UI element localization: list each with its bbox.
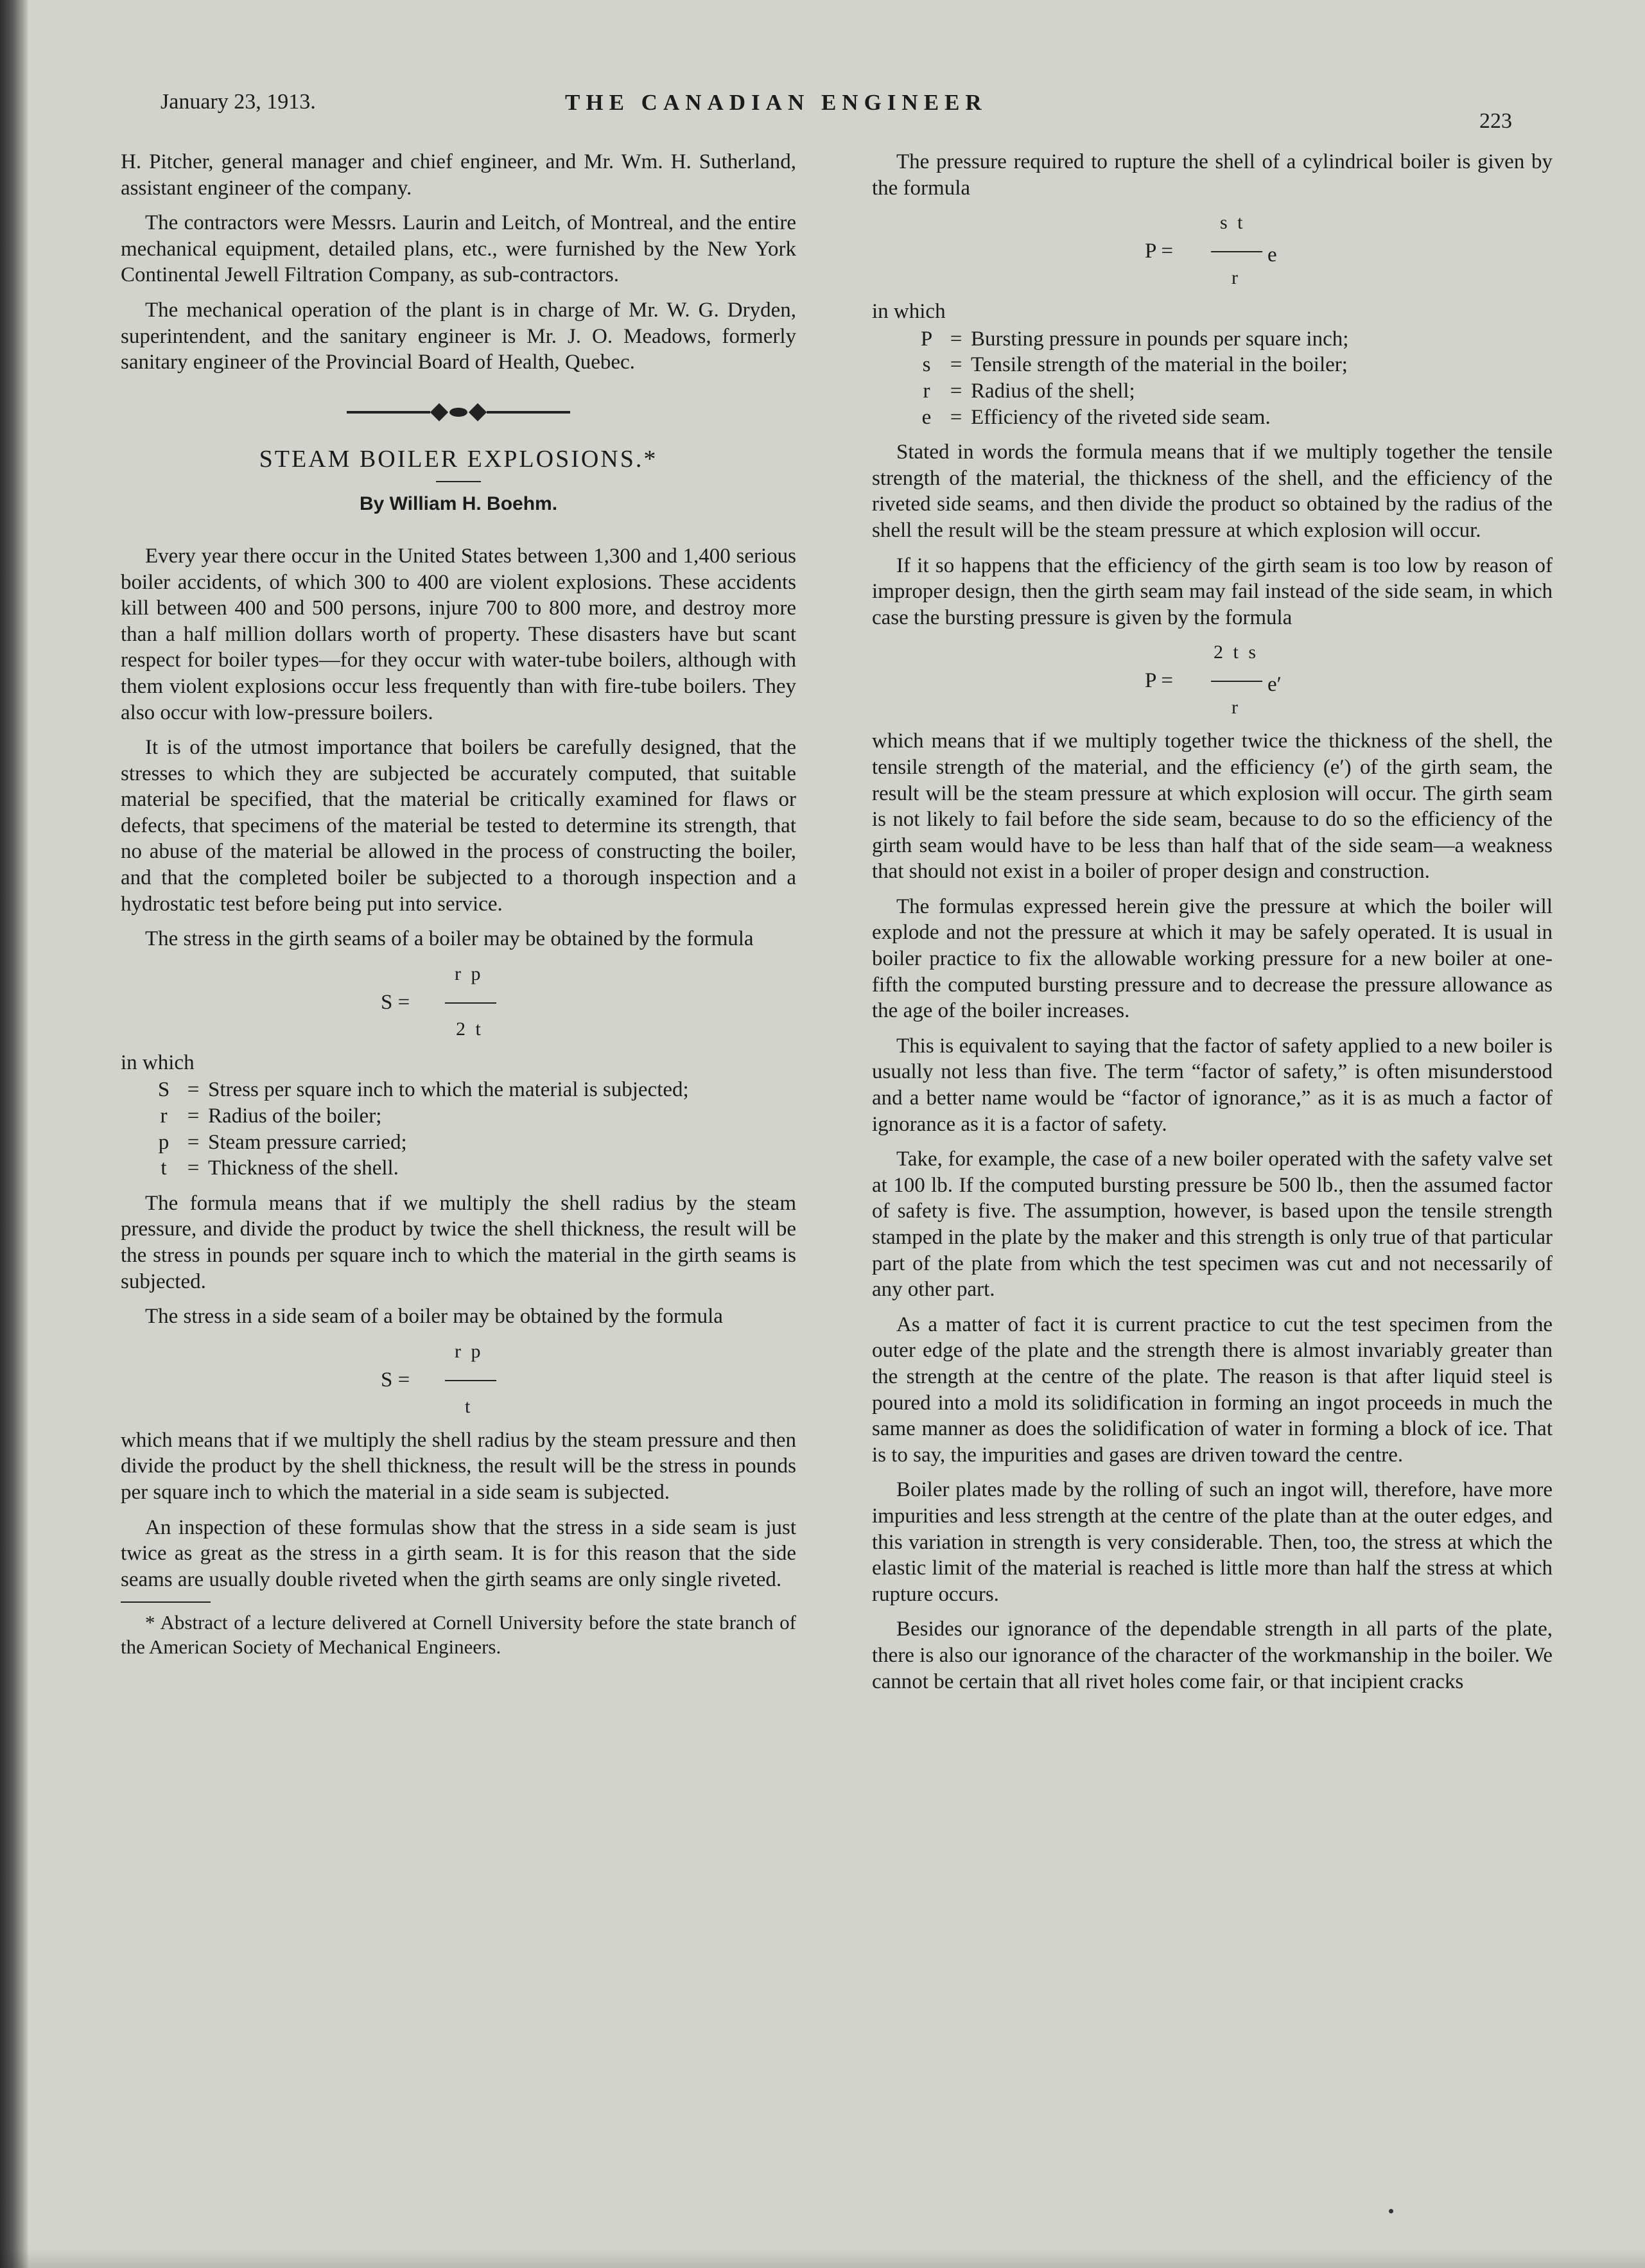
title-rule [436,481,481,482]
body-paragraph: The stress in the girth seams of a boiler may be obtained by the formula [145,927,754,951]
def-equals: = [950,353,962,377]
formula-lhs: P = [1145,240,1173,263]
bursting-pressure-formula [872,210,1553,292]
body-paragraph: Boiler plates made by the rolling of such an ingot will, therefore, have more impurities and less strength at the centre of the plate than at the outer edges, and this variation in strength is very considerable. Then, too, the stress at which the elastic limit of the material is reached is little more than half the stress at which rupture occurs. [872,1478,1553,1606]
formula-lhs: S = [381,1368,410,1391]
def-symbol: p [158,1130,170,1154]
body-paragraph: If it so happens that the efficiency of the girth seam is too low by reason of improper design, then the girth seam may fail instead of the side seam, in which case the bursting pressure is given by the formula [872,554,1553,629]
definition-row [912,405,1553,431]
page-header [161,90,1512,133]
def-equals: = [187,1104,200,1128]
formula-fraction-bar [445,1380,496,1381]
def-equals: = [950,379,962,403]
issue-date: January 23, 1913. [161,90,316,114]
formula-numerator: s t [1220,212,1246,234]
def-symbol: s [922,353,931,377]
formula-efficiency-factor: e [1267,243,1277,267]
def-symbol: r [923,379,930,403]
publication-title: THE CANADIAN ENGINEER [565,90,988,115]
formula-denominator: 2 t [456,1018,483,1040]
page-binding-shadow [0,0,28,2268]
body-paragraph: It is of the utmost importance that boilers be carefully designed, that the stresses to which they are subjected be accurately computed, that suitable material be specified, that the material be critically examined for flaws or defects, that specimens of the material be tested to determine its strength, that no abuse of the material be allowed in the process of constructing the boiler, and that the completed boiler be subjected to a thorough inspection and a hydrostatic test before being put into service. [121,736,796,916]
formula-denominator: t [465,1395,473,1417]
def-symbol: S [157,1078,170,1102]
def-text: Thickness of the shell. [208,1156,399,1180]
body-paragraph: The stress in a side seam of a boiler may be obtained by the formula [145,1305,723,1329]
definition-row [912,378,1553,405]
def-equals: = [187,1078,200,1102]
formula-fraction-bar [1211,681,1262,682]
body-paragraph: which means that if we multiply the shell radius by the steam pressure and then divide the product by the shell thickness, the result will be the stress in pounds per square inch to which the material in a side seam is subjected. [121,1428,796,1504]
body-paragraph: The pressure required to rupture the shell of a cylindrical boiler is given by the formula [872,150,1553,200]
def-equals: = [187,1130,200,1154]
section-divider-ornament [121,390,796,435]
body-paragraph: Besides our ignorance of the dependable strength in all parts of the plate, there is also our ignorance of the character of the workmanship in the boiler. We cannot be certain that all rivet holes come fair, or that incipient cracks [872,1618,1553,1693]
def-text: Bursting pressure in pounds per square inch; [971,327,1349,351]
in-which-label: in which [121,1051,195,1074]
formula-denominator: r [1232,697,1240,719]
page-bottom-shadow [0,2249,1645,2268]
formula-lhs: P = [1145,669,1173,693]
body-paragraph: An inspection of these formulas show that the stress in a side seam is just twice as great as the stress in a girth seam. It is for this reason that the side seams are usually double riveted when the girth seams are only single riveted. [121,1515,796,1591]
definition-row [149,1155,796,1182]
body-paragraph: This is equivalent to saying that the factor of safety applied to a new boiler is usually not less than five. The term “factor of safety,” is often misunderstood and a better name would be “factor of ignorance,” as it is as much a factor of ignorance as it is a factor of safety. [872,1034,1553,1136]
right-column [872,149,1553,1704]
body-paragraph: The formulas expressed herein give the pressure at which the boiler will explode and not the pressure at which it may be safely operated. It is usual in boiler practice to fix the allowable working pressure for a new boiler at one-fifth the computed bursting pressure and to decrease the pressure allowance as the age of the boiler increases. [872,894,1553,1023]
def-equals: = [187,1156,200,1180]
body-paragraph: The formula means that if we multiply the shell radius by the steam pressure, and divide the product by twice the shell thickness, the result will be the stress in pounds per square inch to which the material in the girth seams is subjected. [121,1191,796,1293]
def-text: Efficiency of the riveted side seam. [971,405,1271,429]
intro-paragraph: The mechanical operation of the plant is in charge of Mr. W. G. Dryden, superintendent, and the sanitary engineer is Mr. J. O. Meadows, formerly sanitary engineer of the Provincial Board of Health, Quebec. [121,298,796,374]
intro-paragraph: The contractors were Messrs. Laurin and Leitch, of Montreal, and the entire mechanical equipment, detailed plans, etc., were furnished by the New York Continental Jewell Filtration Company, as sub-contractors. [121,211,796,287]
variable-definitions [912,326,1553,430]
definition-row [149,1103,796,1130]
formula-fraction-bar [1211,251,1262,252]
def-symbol: t [161,1156,167,1180]
article-byline: By William H. Boehm. [359,493,558,515]
formula-fraction-bar [445,1002,496,1004]
def-equals: = [950,327,962,351]
def-text: Steam pressure carried; [208,1130,407,1154]
def-text: Radius of the boiler; [208,1104,382,1128]
definition-row [149,1130,796,1156]
def-text: Radius of the shell; [971,379,1135,403]
page-number: 223 [1479,109,1512,133]
def-symbol: P [920,327,933,351]
definition-row [912,352,1553,378]
def-symbol: r [160,1104,168,1128]
article-title: STEAM BOILER EXPLOSIONS.* [259,445,658,473]
formula-numerator: 2 t s [1214,641,1259,663]
print-speck [1389,2209,1393,2213]
formula-numerator: r p [455,963,483,984]
intro-paragraph: H. Pitcher, general manager and chief engineer, and Mr. Wm. H. Sutherland, assistant engineer of the company. [121,150,796,200]
side-seam-stress-formula [121,1339,796,1421]
footnote-rule [121,1601,211,1603]
in-which-label: in which [872,300,946,324]
body-paragraph: Stated in words the formula means that if we multiply together the tensile strength of the material, the thickness of the shell, and the efficiency of the riveted side seams, and then divide the product so obtained by the radius of the shell the result will be the steam pressure at which explosion will occur. [872,441,1553,542]
definition-row [912,326,1553,353]
girth-bursting-pressure-formula [872,640,1553,722]
body-paragraph: which means that if we multiply together twice the thickness of the shell, the tensile strength of the material, and the efficiency (e′) of the girth seam, the result will be the steam pressure at which explosion will occur. The girth seam is not likely to fail before the side seam, because to do so the efficiency of the girth seam would have to be less than half that of the side seam—a weakness that should not exist in a boiler of proper design and construction. [872,729,1553,884]
variable-definitions [149,1077,796,1181]
formula-efficiency-factor: e′ [1267,673,1282,697]
def-text: Stress per square inch to which the material is subjected; [208,1078,689,1102]
formula-numerator: r p [455,1340,483,1362]
def-equals: = [950,405,962,429]
footnote: * Abstract of a lecture delivered at Cornell University before the state branch of the American Society of Mechanical Engineers. [121,1611,796,1659]
girth-seam-stress-formula [121,961,796,1043]
def-symbol: e [921,405,932,429]
def-text: Tensile strength of the material in the boiler; [971,353,1348,377]
body-paragraph: As a matter of fact it is current practice to cut the test specimen from the outer edge of the plate and the strength there is almost invariably greater than the strength at the centre of the plate. The reason is that after liquid steel is poured into a mold its solidification in forming an ingot proceeds in much the same manner as does the solidification of water in forming a block of ice. That is to say, the impurities and gases are driven toward the centre. [872,1313,1553,1467]
body-paragraph: Every year there occur in the United States between 1,300 and 1,400 serious boiler accidents, of which 300 to 400 are violent explosions. These accidents kill between 400 and 500 persons, injure 700 to 800 more, and destroy more than a half million dollars worth of property. These disasters have but scant respect for boiler types—for they occur with water-tube boilers, although with them violent explosions occur less frequently than with fire-tube boilers. They also occur with low-pressure boilers. [121,544,796,724]
formula-denominator: r [1232,267,1240,289]
body-paragraph: Take, for example, the case of a new boiler operated with the safety valve set at 100 lb. If the computed bursting pressure be 500 lb., then the assumed factor of safety is five. The assumption, however, is based upon the tensile strength stamped in the plate by the maker and this strength is only true of that particular part of the plate from which the test specimen was cut and not necessarily of any other part. [872,1147,1553,1302]
left-column [121,149,796,1659]
definition-row [149,1077,796,1103]
formula-lhs: S = [381,990,410,1014]
